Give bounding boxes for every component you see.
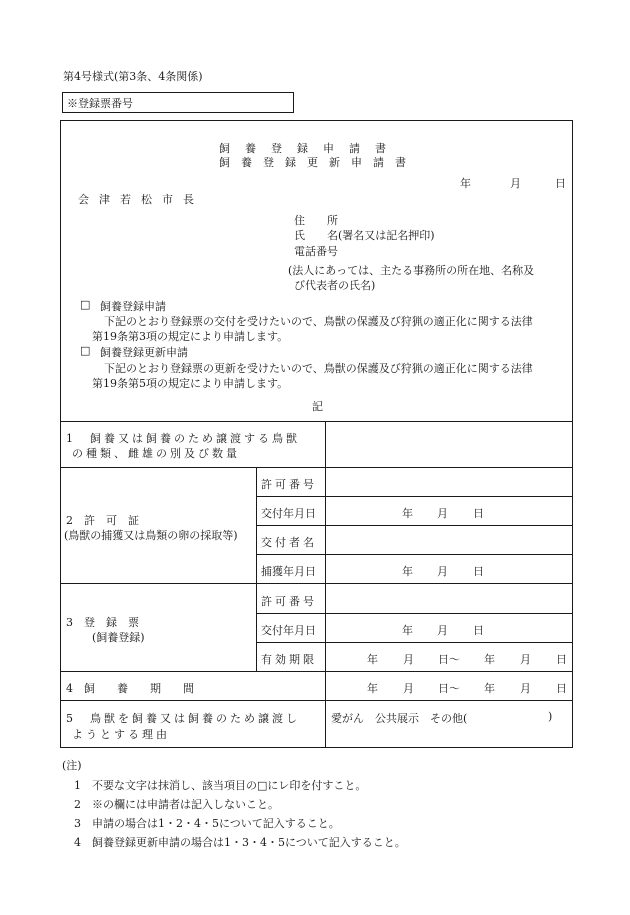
title-line-1: 飼養登録申請書: [219, 142, 401, 155]
table-top-border: [60, 421, 573, 422]
reg-issue-date-label: 交付年月日: [261, 624, 316, 637]
row-3-bottom-border: [60, 671, 573, 672]
note-item-1: 1 不要な文字は抹消し、該当項目の□にレ印を付すこと。: [74, 779, 367, 792]
corporation-note-1: (法人にあっては、主たる事務所の所在地、名称及: [288, 264, 535, 277]
rows-2-3-value-divider: [325, 467, 326, 671]
capture-date-day: 日: [473, 565, 484, 578]
address-label: 住 所: [294, 214, 338, 227]
option-1-label: 飼養登録申請: [100, 300, 166, 313]
row-2-label-2: (鳥獣の捕獲又は鳥類の卵の採取等): [64, 529, 238, 542]
option-1-text-1: 下記のとおり登録票の交付を受けたいので、鳥獣の保護及び狩猟の適正化に関する法律: [104, 315, 533, 328]
issue-date-label: 交付年月日: [261, 507, 316, 520]
addressee: 会津若松市長: [78, 193, 204, 206]
notes-header: (注): [62, 759, 82, 772]
row-3-sub-line-1: [256, 613, 573, 614]
option-2-text-2: 第19条第5項の規定により申請します。: [92, 377, 289, 390]
row-1-divider: [325, 421, 326, 467]
reg-issue-date-day: 日: [473, 624, 484, 637]
row-2-sub-line-2: [256, 525, 573, 526]
permit-number-label: 許可番号: [261, 478, 317, 491]
capture-date-month: 月: [437, 565, 448, 578]
row-2-label-1: 2 許 可 証: [66, 514, 139, 527]
note-item-3: 3 申請の場合は1・2・4・5について記入すること。: [74, 817, 340, 830]
issuer-name-label: 交付者名: [261, 536, 317, 549]
date-year-label: 年: [460, 177, 471, 190]
rows-4-5-divider: [325, 671, 326, 748]
date-month-label: 月: [510, 177, 521, 190]
reason-close-paren: ): [548, 710, 553, 723]
period-from-year: 年: [367, 682, 378, 695]
row-1-label-2: の種類、雌雄の別及び数量: [72, 447, 240, 460]
date-day-label: 日: [555, 177, 566, 190]
validity-from-day: 日〜: [438, 653, 460, 666]
row-4-label: 4 飼 養 期 間: [66, 682, 194, 695]
period-from-day: 日〜: [438, 682, 460, 695]
row-3-sub-line-2: [256, 642, 573, 643]
period-to-month: 月: [520, 682, 531, 695]
rows-2-3-label-divider: [256, 467, 257, 671]
reg-permit-number-label: 許可番号: [261, 595, 317, 608]
ki-label: 記: [312, 400, 323, 413]
option-2-text-1: 下記のとおり登録票の更新を受けたいので、鳥獣の保護及び狩猟の適正化に関する法律: [104, 362, 533, 375]
option-2-checkbox[interactable]: □: [80, 344, 91, 357]
row-5-label-2: ようとする理由: [72, 728, 170, 741]
period-from-month: 月: [403, 682, 414, 695]
validity-to-month: 月: [520, 653, 531, 666]
corporation-note-2: び代表者の氏名): [294, 279, 376, 292]
row-2-sub-line-1: [256, 496, 573, 497]
issue-date-year: 年: [402, 507, 413, 520]
option-1-checkbox[interactable]: □: [80, 298, 91, 311]
phone-label: 電話番号: [294, 245, 338, 258]
row-3-label-2: (飼養登録): [92, 631, 145, 644]
row-1-label-1: 1 飼養又は飼養のため譲渡する鳥獣: [66, 432, 300, 445]
row-4-bottom-border: [60, 700, 573, 701]
capture-date-label: 捕獲年月日: [261, 565, 316, 578]
row-3-label-1: 3 登 録 票: [66, 616, 139, 629]
validity-from-month: 月: [403, 653, 414, 666]
row-1-bottom-border: [60, 467, 573, 468]
validity-to-day: 日: [556, 653, 567, 666]
reg-issue-date-month: 月: [437, 624, 448, 637]
row-2-sub-line-3: [256, 554, 573, 555]
registration-number-label: ※登録票番号: [67, 97, 133, 110]
validity-label: 有効期限: [261, 653, 317, 666]
row-2-bottom-border: [60, 583, 573, 584]
note-item-2: 2 ※の欄には申請者は記入しないこと。: [74, 798, 279, 811]
registration-number-box[interactable]: [62, 92, 294, 113]
name-label: 氏 名(署名又は記名押印): [294, 229, 435, 242]
species-field[interactable]: [330, 425, 568, 463]
issuer-name-field[interactable]: [330, 528, 568, 551]
capture-date-year: 年: [402, 565, 413, 578]
reg-issue-date-year: 年: [402, 624, 413, 637]
note-item-4: 4 飼養登録更新申請の場合は1・3・4・5について記入すること。: [74, 836, 406, 849]
option-2-label: 飼養登録更新申請: [100, 346, 188, 359]
issue-date-month: 月: [437, 507, 448, 520]
period-to-year: 年: [484, 682, 495, 695]
title-line-2: 飼養登録更新申請書: [219, 156, 417, 169]
validity-to-year: 年: [484, 653, 495, 666]
reg-permit-number-field[interactable]: [330, 587, 568, 610]
option-1-text-2: 第19条第3項の規定により申請します。: [92, 330, 289, 343]
form-number: 第4号様式(第3条、4条関係): [63, 70, 203, 83]
reason-options[interactable]: 愛がん 公共展示 その他(: [331, 712, 468, 725]
issue-date-day: 日: [473, 507, 484, 520]
period-to-day: 日: [556, 682, 567, 695]
row-5-label-1: 5 鳥獣を飼養又は飼養のため譲渡し: [66, 712, 300, 725]
validity-from-year: 年: [367, 653, 378, 666]
permit-number-field[interactable]: [330, 470, 568, 493]
